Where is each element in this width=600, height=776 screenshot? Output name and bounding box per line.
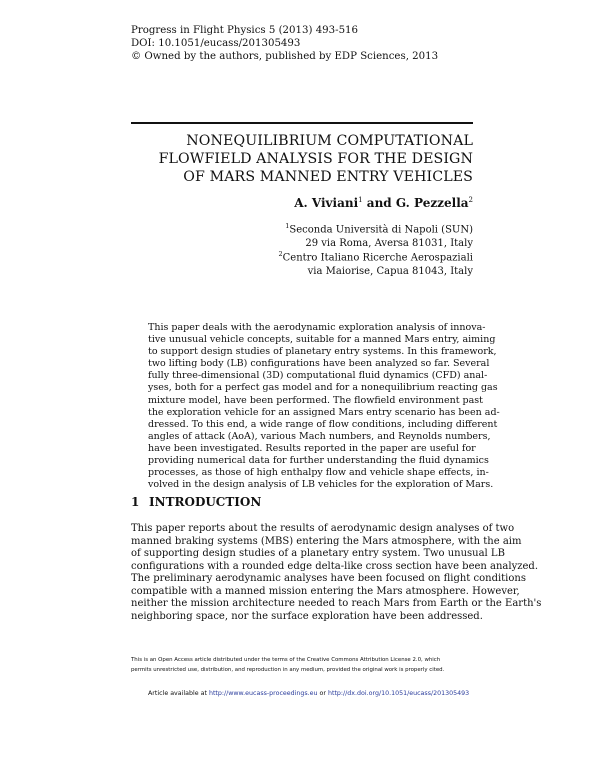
doi-link[interactable]: http://dx.doi.org/10.1051/eucass/201305493 [328, 690, 470, 697]
section-heading-introduction [131, 495, 261, 509]
abstract-line: to support design studies of planetary entry systems. In this framework, [148, 346, 497, 358]
abstract-line: angles of attack (AoA), various Mach numbers, and Reynolds numbers, [148, 430, 491, 442]
author-viviani-affil-mark: 1 [358, 196, 363, 204]
article-availability [148, 690, 469, 697]
section-number: 1 [131, 495, 140, 509]
affiliation-2-institution: Centro Italiano Ricerche Aerospaziali [282, 252, 473, 264]
title-line-2: FLOWFIELD ANALYSIS FOR THE DESIGN [158, 151, 473, 167]
journal-header [131, 24, 438, 63]
affiliation-1-address: 29 via Roma, Aversa 81031, Italy [305, 237, 473, 249]
affiliation-1-institution: Seconda Università di Napoli (SUN) [289, 224, 473, 236]
title-line-1: NONEQUILIBRIUM COMPUTATIONAL [186, 133, 473, 149]
abstract-line: have been investigated. Results reported in the paper are useful for [148, 442, 476, 454]
body-line: of supporting design studies of a planetary entry system. Two unusual LB [131, 548, 505, 559]
author-pezzella-affil-mark: 2 [468, 196, 473, 204]
paper-title [159, 132, 473, 186]
journal-citation: Progress in Flight Physics 5 (2013) 493-516 [131, 25, 359, 36]
abstract-line: fully three-dimensional (3D) computational fluid dynamics (CFD) anal- [148, 370, 488, 382]
article-prefix: Article available at [148, 690, 209, 697]
abstract-line: This paper deals with the aerodynamic exploration analysis of innova- [148, 322, 486, 333]
body-line: This paper reports about the results of aerodynamic design analyses of two [131, 523, 515, 534]
abstract-line: mixture model, have been performed. The flowfield environment past [148, 394, 483, 406]
doi-text: DOI: 10.1051/eucass/201305493 [131, 38, 301, 49]
license-notice [131, 655, 444, 675]
abstract-line: tive unusual vehicle concepts, suitable for a manned Mars entry, aiming [148, 334, 496, 346]
article-or: or [317, 690, 328, 697]
license-line: This is an Open Access article distributed under the terms of the Creative Commons Attribution License 2.0, which [131, 657, 441, 663]
eucass-proceedings-link[interactable]: http://www.eucass-proceedings.eu [208, 690, 318, 697]
abstract-line: volved in the design analysis of LB vehicles for the exploration of Mars. [148, 479, 494, 491]
author-viviani: A. Viviani [294, 196, 359, 210]
author-conjunction: and [362, 196, 396, 210]
body-line: compatible with a manned mission entering the Mars atmosphere. However, [131, 585, 520, 597]
affiliation-2-address: via Maiorise, Capua 81043, Italy [307, 265, 473, 277]
abstract-line: the exploration vehicle for an assigned Mars entry scenario has been ad- [148, 406, 500, 418]
body-line: neither the mission architecture needed to reach Mars from Earth or the Earth's [131, 598, 542, 609]
copyright-text: © Owned by the authors, published by EDP Sciences, 2013 [131, 51, 439, 62]
abstract-line: yses, both for a perfect gas model and for a nonequilibrium reacting gas [148, 382, 498, 394]
title-line-3: OF MARS MANNED ENTRY VEHICLES [183, 169, 473, 185]
abstract [148, 322, 500, 491]
affiliation-1 [285, 220, 473, 250]
body-line: neighboring space, nor the surface exploration have been addressed. [131, 610, 483, 622]
body-line: The preliminary aerodynamic analyses have been focused on flight conditions [131, 573, 526, 584]
abstract-line: providing numerical data for further understanding the fluid dynamics [148, 455, 489, 467]
introduction-paragraph [131, 523, 542, 623]
affiliation-2-mark: 2 [278, 250, 283, 258]
affiliation-2 [278, 248, 473, 278]
title-rule [131, 122, 473, 124]
body-line: configurations with a rounded edge delta-like cross section have been analyzed. [131, 560, 539, 572]
section-title: INTRODUCTION [149, 495, 262, 509]
abstract-line: processes, as those of high enthalpy flow and vehicle shape effects, in- [148, 467, 489, 479]
affiliation-1-mark: 1 [285, 222, 290, 230]
abstract-line: dressed. To this end, a wide range of flow conditions, including different [148, 418, 498, 430]
license-line: permits unrestricted use, distribution, and reproduction in any medium, provided the original work is properly cited. [131, 667, 445, 673]
body-line: manned braking systems (MBS) entering the Mars atmosphere, with the aim [131, 535, 522, 547]
author-pezzella: G. Pezzella [395, 196, 469, 210]
abstract-line: two lifting body (LB) configurations have been analyzed so far. Several [148, 358, 490, 370]
author-list [294, 196, 473, 210]
